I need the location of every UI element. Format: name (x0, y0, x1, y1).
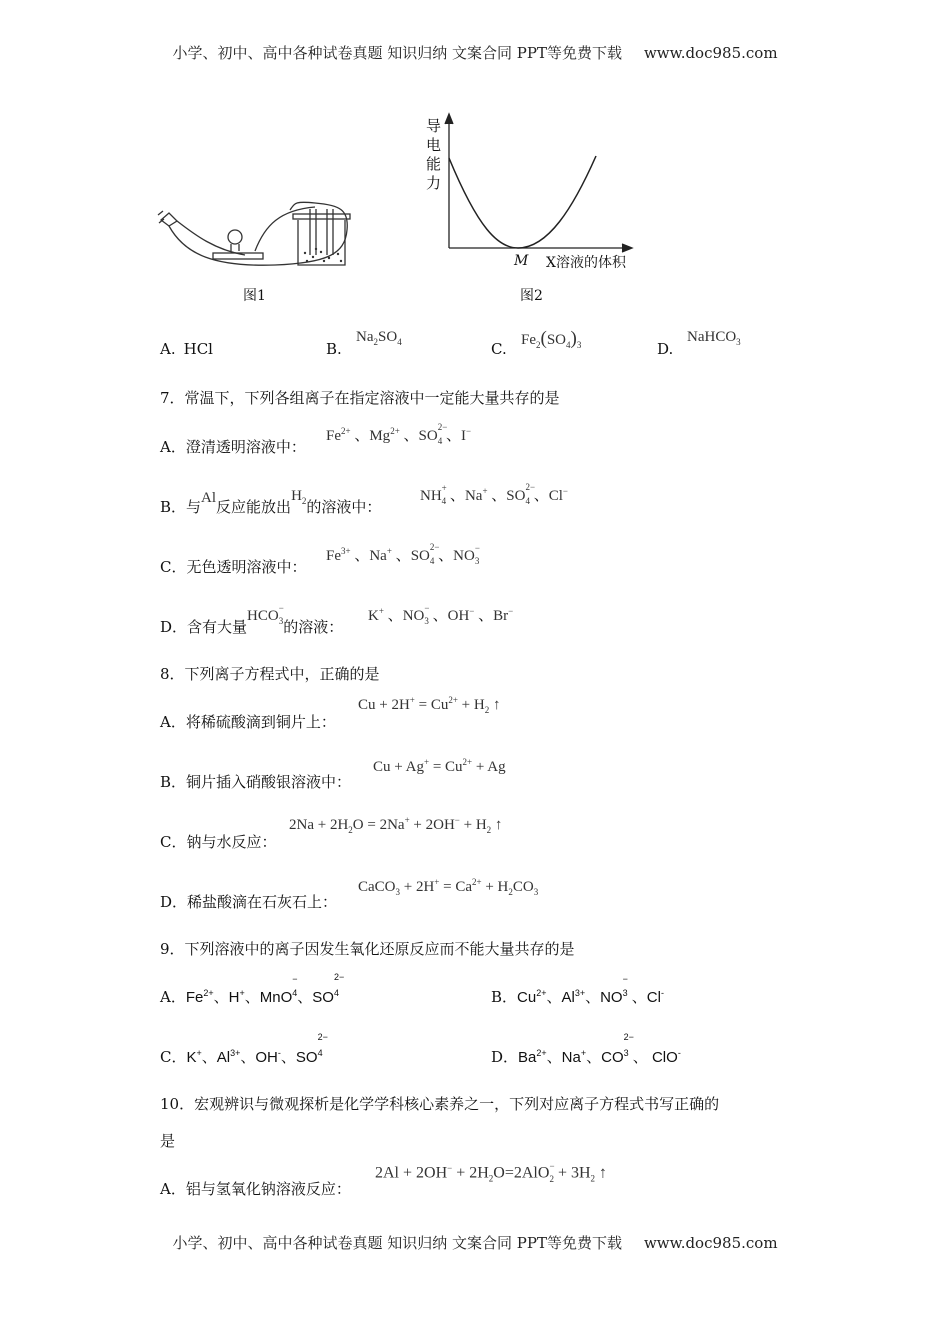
option-key: B． (491, 988, 518, 1006)
ylabel-char: 导 (426, 117, 442, 135)
q8-b-equation: $Cu + Ag^+ = Cu^{2+} + Ag$ (373, 757, 506, 775)
option-text: 铝与氢氧化钠溶液反应： (185, 1180, 351, 1198)
q6-option-b-formula: $Na_2SO_4$ (356, 329, 402, 347)
q10-option-a (160, 1178, 351, 1199)
option-key: A. (160, 340, 176, 358)
q10-stem-line1: 10．宏观辨识与微观探析是化学学科核心素养之一，下列对应离子方程式书写正确的 (160, 1095, 720, 1113)
page-header (0, 42, 950, 63)
q7-a-ions: $Fe^{2+}$ 、$Mg^{2+}$ 、SO $_{2- 4}$ 、I− (326, 422, 472, 446)
q6-option-d-formula: NaHCO$_3$ (687, 329, 741, 347)
q6-option-c-formula: $Fe_2(SO_4)_3$ (521, 328, 582, 350)
q9-option-c: C．K+、$Al^{3+}$、OH-、SO $^{2- 4}$ (160, 1032, 328, 1066)
option-key: B． (160, 773, 187, 791)
q10-a-equation: $2Al + 2OH^- + 2H_2O=2AlO$ $_{- 2} + 3H_2$ ↑ (375, 1160, 608, 1184)
q8-a-equation: $Cu + 2H^+ = Cu^{2+} + H_2$ ↑ (358, 695, 501, 715)
q8-c-equation: $2Na + 2H_2O = 2Na^+ + 2OH^- + H_2$ ↑ (289, 815, 503, 835)
q7-option-a (160, 436, 306, 457)
option-text: 含有大量 (187, 618, 248, 636)
q10-stem-line2: 是 (160, 1132, 176, 1150)
option-text: 的溶液中： (306, 498, 382, 516)
option-text: 稀盐酸滴在石灰石上： (187, 893, 338, 911)
ylabel-char: 电 (426, 136, 442, 154)
option-text: 铜片插入硝酸银溶液中： (186, 773, 352, 791)
ylabel-char: 能 (426, 155, 442, 173)
q9-option-b: B．$Cu^{2+}$、$Al^{3+}$、NO $^{- 3}$ 、Cl- (491, 974, 664, 1006)
option-key: C． (160, 558, 187, 576)
q7-c-ions: $Fe^{3+}$ 、Na+ 、SO $_{2- 4}$ 、NO $_{- 3}$ (326, 542, 480, 566)
footer-text: 小学、初中、高中各种试卷真题 知识归纳 文案合同 PPT等免费下载 (172, 1234, 622, 1252)
q6-option-a (160, 340, 213, 358)
option-text: 澄清透明溶液中： (185, 438, 306, 456)
option-text: 反应能放出 (216, 498, 292, 516)
q6-option-b-key: B. (326, 340, 342, 358)
header-site: www.doc985.com (643, 44, 778, 62)
option-text: 将稀硫酸滴到铜片上： (185, 713, 336, 731)
figure2-graph (418, 108, 658, 273)
q7-b-ions: NH $_{+ 4}$ 、Na+ 、SO $_{2- 4}$ 、Cl− (420, 482, 568, 506)
figure1-circuit (155, 195, 355, 275)
option-text: 无色透明溶液中： (186, 558, 307, 576)
q6-option-d-key: D. (657, 340, 674, 358)
q9-option-d: D．$Ba^{2+}$、Na+、CO $^{2- 3}$ 、 ClO- (491, 1032, 681, 1066)
header-text: 小学、初中、高中各种试卷真题 知识归纳 文案合同 PPT等免费下载 (172, 44, 622, 62)
q9-option-a: A．$Fe^{2+}$、H+、MnO $^{- 4}$、SO $^{2- 4}$ (160, 972, 345, 1006)
option-key: D． (491, 1048, 519, 1066)
q8-option-c (160, 831, 277, 852)
page-footer (0, 1232, 950, 1253)
q8-option-a (160, 711, 336, 732)
figure2-ylabel (426, 117, 441, 193)
option-text: 与 (186, 498, 202, 516)
option-key: D． (160, 618, 188, 636)
option-key: D． (160, 893, 188, 911)
figure2-caption: 图2 (520, 288, 543, 304)
footer-site: www.doc985.com (643, 1234, 778, 1252)
q7-option-c (160, 556, 307, 577)
option-text: 的溶液： (283, 618, 344, 636)
option-key: A． (160, 713, 186, 731)
option-text: 钠与水反应： (186, 833, 277, 851)
option-key: C． (160, 1048, 187, 1066)
option-key: A． (160, 988, 186, 1006)
option-key: A． (160, 438, 186, 456)
figure2-xlabel: X溶液的体积 (546, 255, 626, 271)
figure2-point-m: M (514, 253, 529, 269)
option-key: B． (160, 498, 187, 516)
q7-d-ions: K+ 、NO $_{- 3}$ 、OH− 、Br− (368, 603, 514, 626)
q7-option-b: B．与Al反应能放出$H_2$的溶液中： (160, 488, 382, 516)
option-key: C． (160, 833, 187, 851)
q7-option-d: D．含有大量HCO $_{- 3}$的溶液： (160, 603, 344, 636)
q8-option-b (160, 771, 351, 792)
q9-stem: 9．下列溶液中的离子因发生氧化还原反应而不能大量共存的是 (160, 940, 575, 958)
option-text: HCl (183, 340, 213, 358)
q8-option-d (160, 891, 337, 912)
option-key: A． (160, 1180, 186, 1198)
ylabel-char: 力 (426, 174, 442, 192)
q7-stem: 7．常温下，下列各组离子在指定溶液中一定能大量共存的是 (160, 389, 560, 407)
q8-stem: 8．下列离子方程式中，正确的是 (160, 665, 380, 683)
q6-option-c-key: C. (491, 340, 507, 358)
figure1-caption: 图1 (243, 288, 266, 304)
q8-d-equation: CaCO$_3$ + $2H^+ = Ca^{2+} + H_2CO_3$ (358, 877, 539, 897)
